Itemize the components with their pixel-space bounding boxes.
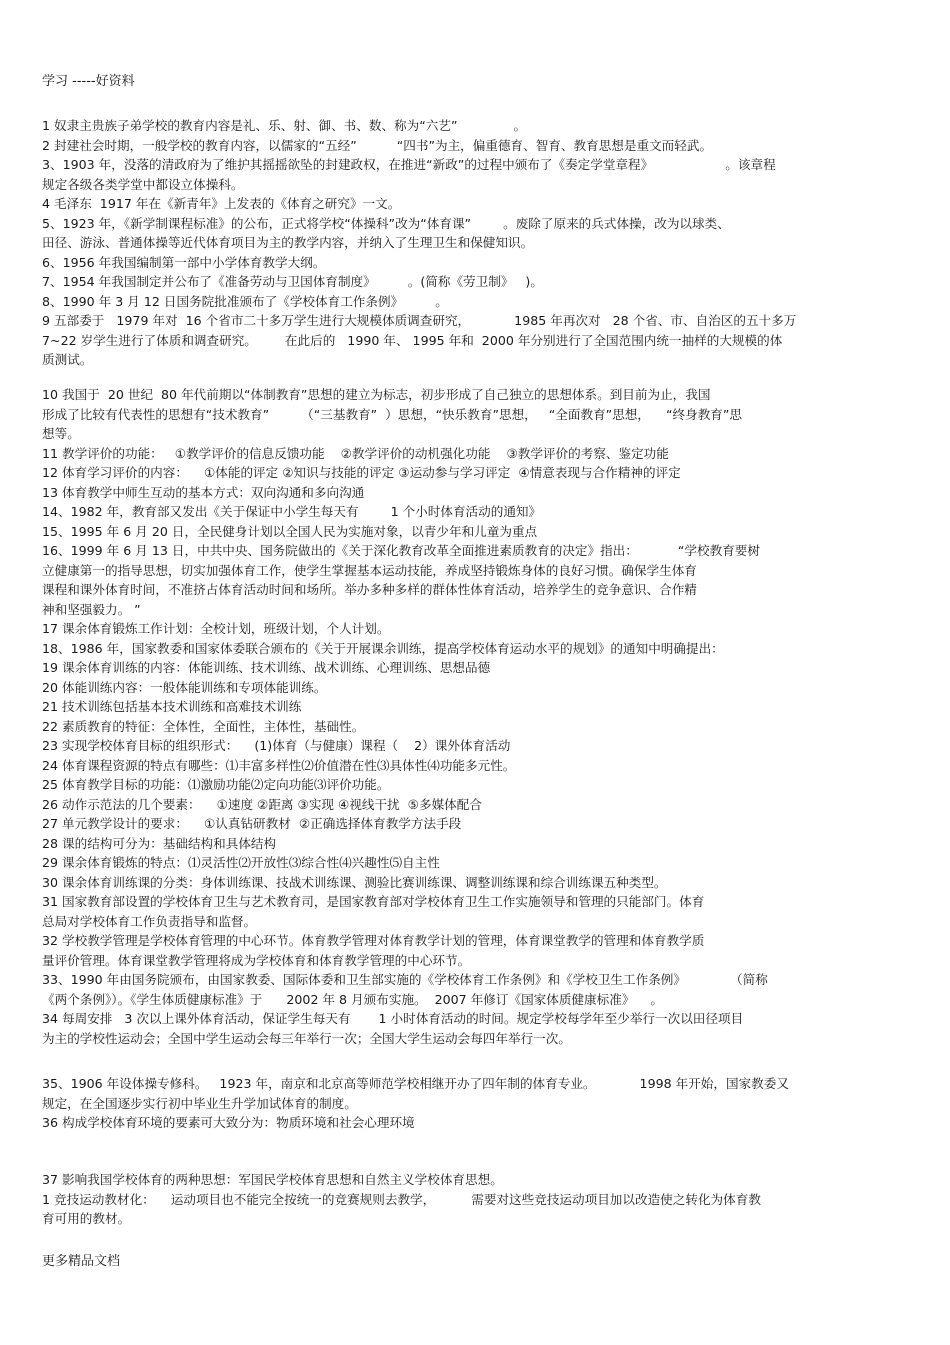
text-line: 田径、游泳、普通体操等近代体育项目为主的教学内容，并纳入了生理卫生和保健知识。 (42, 235, 534, 250)
text-line: 4 毛泽东 1917 年在《新青年》上发表的《体育之研究》一文。 (42, 196, 401, 211)
text-line: 20 体能训练内容：一般体能训练和专项体能训练。 (42, 679, 327, 695)
section-theory (42, 385, 917, 1048)
page-header: 学习 -----好资料 (42, 74, 135, 89)
text-line: 36 构成学校体育环境的要素可大致分为：物质环境和社会心理环境 (42, 1115, 415, 1130)
text-line: 21 技术训练包括基本技术训练和高难技术训练 (42, 699, 302, 714)
text-line: 22 素质教育的特征：全体性，全面性，主体性，基础性。 (42, 718, 365, 734)
text-line: 1 竞技运动教材化： 运动项目也不能完全按统一的竞赛规则去教学， 需要对这些竞技运动项目加以改造使之转化为体育教 (42, 1191, 761, 1207)
text-line: 34 每周安排 3 次以上课外体育活动，保证学生每天有 1 小时体育活动的时间。规定学校每学年至少举行一次以田径项目 (42, 1011, 744, 1026)
text-line: 1 奴隶主贵族子弟学校的教育内容是礼、乐、射、御、书、数、称为“六艺” 。 (42, 118, 527, 133)
text-line: 想等。 (42, 426, 80, 441)
text-line: 17 课余体育锻炼工作计划：全校计划，班级计划，个人计划。 (42, 621, 390, 636)
text-line: 19 课余体育训练的内容：体能训练、技术训练、战术训练、心理训练、思想品德 (42, 660, 491, 675)
text-line: 9 五部委于 1979 年对 16 个省市二十多万学生进行大规模体质调查研究， 1985 年再次对 28 个省、市、自治区的五十多万 (42, 313, 797, 328)
text-line: 26 动作示范法的几个要素： ①速度 ②距离 ③实现 ④视线干扰 ⑤多媒体配合 (42, 796, 482, 812)
text-line: 31 国家教育部设置的学校体育卫生与艺术教育司，是国家教育部对学校体育卫生工作实施领导和管理的只能部门。体育 (42, 894, 705, 909)
text-line: 37 影响我国学校体育的两种思想：军国民学校体育思想和自然主义学校体育思想。 (42, 1172, 503, 1187)
text-line: 11 教学评价的功能： ①教学评价的信息反馈功能 ②教学评价的动机强化功能 ③教学评价的考察、鉴定功能 (42, 445, 669, 461)
text-line: 2 封建社会时期，一般学校的教育内容，以儒家的“五经” “四书”为主，偏重德育、智育、教育思想是重文而轻武。 (42, 137, 713, 153)
text-line: 30 课余体育训练课的分类：身体训练课、技战术训练课、测验比赛训练课、调整训练课和综合训练课五种类型。 (42, 874, 667, 890)
text-line: 量评价管理。体育课堂教学管理将成为学校体育和体育教学管理的中心环节。 (42, 952, 471, 968)
text-line: 规定，在全国逐步实行初中毕业生升学加试体育的制度。 (42, 1095, 357, 1111)
text-line: 12 体育学习评价的内容： ①体能的评定 ②知识与技能的评定 ③运动参与学习评定 ④情意表现与合作精神的评定 (42, 465, 681, 480)
text-line: 形成了比较有代表性的思想有“技术教育” （“三基教育” ）思想，“快乐教育”思想， “全面教育”思想， “终身教育”思 (42, 406, 743, 422)
text-line: 14、1982 年，教育部又发出《关于保证中小学生每天有 1 个小时体育活动的通知》 (42, 504, 542, 519)
text-line: 3、1903 年，没落的清政府为了维护其摇摇欲坠的封建政权，在推进“新政”的过程中颁布了《奏定学堂章程》 。该章程 (42, 157, 776, 172)
text-line: 神和坚强毅力。 ” (42, 601, 141, 617)
text-line: 总局对学校体育工作负责指导和监督。 (42, 913, 257, 929)
section-history (42, 116, 917, 370)
text-line: 规定各级各类学堂中都设立体操科。 (42, 176, 244, 192)
text-line: 15、1995 年 6 月 20 日，全民健身计划以全国人民为实施对象，以青少年和儿童为重点 (42, 523, 538, 539)
text-line: 32 学校教学管理是学校体育管理的中心环节。体育教学管理对体育教学计划的管理，体育课堂教学的管理和体育教学质 (42, 933, 705, 948)
text-line: 7、1954 年我国制定并公布了《准备劳动与卫国体育制度》 。(简称《劳卫制》 )。 (42, 274, 543, 289)
text-line: 28 课的结构可分为：基础结构和具体结构 (42, 835, 277, 851)
text-line: 为主的学校性运动会；全国中学生运动会每三年举行一次；全国大学生运动会每四年举行一次。 (42, 1030, 571, 1046)
text-line: 25 体育教学目标的功能：⑴激励功能⑵定向功能⑶评价功能。 (42, 777, 390, 792)
text-line: 7~22 岁学生进行了体质和调查研究。 在此后的 1990 年、 1995 年和 2000 年分别进行了全国范围内统一抽样的大规模的体 (42, 332, 783, 348)
text-line: 10 我国于 20 世纪 80 年代前期以“体制教育”思想的建立为标志，初步形成了自己独立的思想体系。到目前为止，我国 (42, 387, 711, 402)
text-line: 质测试。 (42, 352, 93, 367)
section-thoughts (42, 1170, 917, 1229)
text-line: 33、1990 年由国务院颁布，由国家教委、国际体委和卫生部实施的《学校体育工作条例》和《学校卫生工作条例》 （简称 (42, 972, 768, 987)
page-footer: 更多精品文档 (42, 1254, 121, 1269)
text-line: 8、1990 年 3 月 12 日国务院批准颁布了《学校体育工作条例》 。 (42, 293, 448, 309)
text-line: 27 单元教学设计的要求： ①认真钻研教材 ②正确选择体育教学方法手段 (42, 816, 462, 831)
text-line: 35、1906 年设体操专修科。 1923 年，南京和北京高等师范学校相继开办了四年制的体育专业。 1998 年开始，国家教委又 (42, 1076, 789, 1091)
text-line: 29 课余体育锻炼的特点：⑴灵活性⑵开放性⑶综合性⑷兴趣性⑸自主性 (42, 855, 440, 870)
text-line: 立健康第一的指导思想，切实加强体育工作，使学生掌握基本运动技能，养成坚持锻炼身体的良好习惯。确保学生体育 (42, 562, 697, 578)
text-line: 《两个条例》）。《学生体质健康标准》于 2002 年 8 月颁布实施。 2007 年修订《国家体质健康标准》 。 (42, 991, 664, 1007)
text-line: 育可用的教材。 (42, 1211, 131, 1226)
text-line: 5、1923 年，《新学制课程标准》的公布，正式将学校“体操科”改为“体育课” 。废除了原来的兵式体操，改为以球类、 (42, 215, 730, 231)
text-line: 18、1986 年，国家教委和国家体委联合颁布的《关于开展课余训练，提高学校体育运动水平的规划》的通知中明确提出： (42, 640, 724, 656)
text-line: 6、1956 年我国编制第一部中小学体育教学大纲。 (42, 254, 326, 270)
text-line: 16、1999 年 6 月 13 日，中共中央、国务院做出的《关于深化教育改革全面推进素质教育的决定》指出： “学校教育要树 (42, 543, 760, 558)
section-environment (42, 1074, 917, 1133)
text-line: 13 体育教学中师生互动的基本方式：双向沟通和多向沟通 (42, 484, 365, 500)
text-line: 24 体育课程资源的特点有哪些：⑴丰富多样性⑵价值潜在性⑶具体性⑷功能多元性。 (42, 757, 516, 773)
text-line: 23 实现学校体育目标的组织形式： (1)体育（与健康）课程（ 2）课外体育活动 (42, 738, 511, 753)
text-line: 课程和课外体育时间，不准挤占体育活动时间和场所。举办多种多样的群体性体育活动，培养学生的竞争意识、合作精 (42, 582, 697, 597)
